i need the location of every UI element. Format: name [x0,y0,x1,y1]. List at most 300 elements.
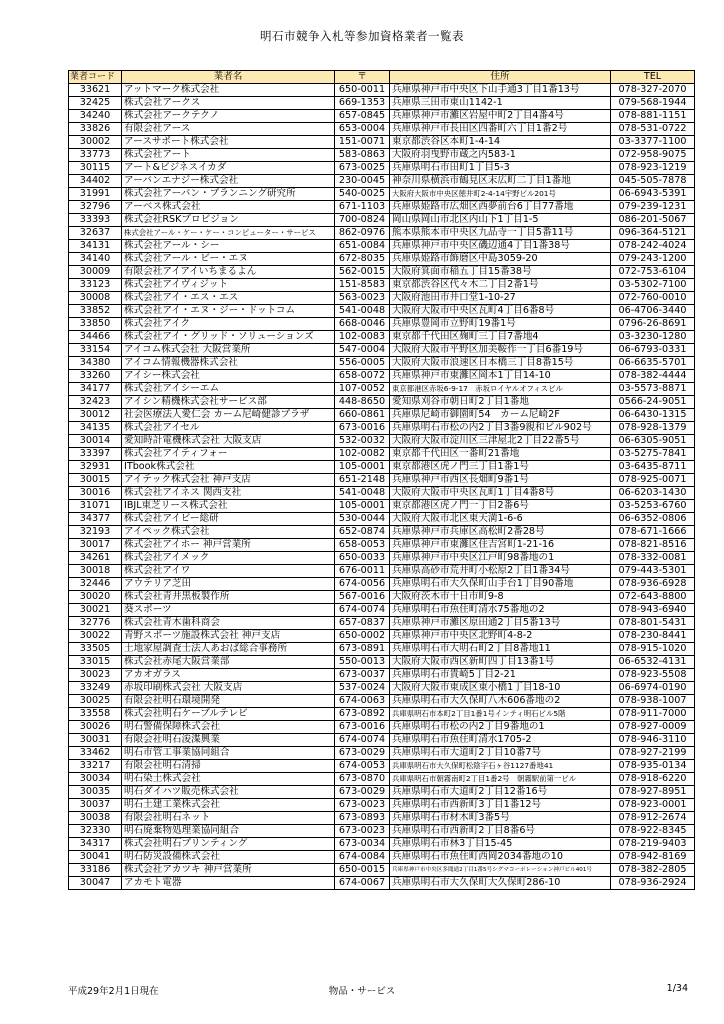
tel-cell: 072-958-9075 [611,149,695,162]
address-cell: 東京都港区虎ノ門一丁目2番6号 [390,500,611,513]
vendor-name-cell: 明石廃棄物処理業協同組合 [122,825,335,838]
table-row [69,747,695,760]
address-cell: 大阪府大阪市北区東天満1-6-6 [390,513,611,526]
header-address: 住所 [390,71,611,84]
tel-cell: 078-936-6928 [611,578,695,591]
tel-cell: 078-927-0009 [611,721,695,734]
zip-code-cell: 105-0001 [335,461,390,474]
tel-cell: 045-505-7878 [611,175,695,188]
vendor-name-cell: アイコム情報機器株式会社 [122,357,335,370]
table-row [69,201,695,214]
address-cell: 神奈川県横浜市鶴見区末広町二丁目1番地 [390,175,611,188]
tel-cell: 03-5573-8871 [611,383,695,396]
zip-code-cell: 674-0074 [335,604,390,617]
vendor-code-cell: 30009 [69,266,122,279]
zip-code-cell: 674-0074 [335,734,390,747]
address-cell: 兵庫県明石市本町2丁目1番1号インティ明石ビル5階 [390,708,611,721]
address-cell: 東京都渋谷区本町1-4-14 [390,136,611,149]
table-row [69,578,695,591]
zip-code-cell: 448-8650 [335,396,390,409]
vendor-code-cell: 34466 [69,331,122,344]
address-cell: 兵庫県豊岡市立野町19番1号 [390,318,611,331]
address-cell: 兵庫県明石市朝霧南町2丁目1番2号 朝霧駅前第一ビル [390,773,611,786]
vendor-code-cell: 34317 [69,838,122,851]
table-row [69,97,695,110]
address-cell: 兵庫県明石市林3丁目15-45 [390,838,611,851]
vendor-name-cell: 株式会社アイ・エヌ・ジー・ドットコム [122,305,335,318]
vendor-name-cell: 株式会社アイ・グリッド・ソリューションズ [122,331,335,344]
table-row [69,474,695,487]
address-cell: 兵庫県明石市材木町3番5号 [390,812,611,825]
table-row [69,305,695,318]
zip-code-cell: 151-8583 [335,279,390,292]
vendor-name-cell: 赤坂印刷株式会社 大阪支店 [122,682,335,695]
vendor-name-cell: 株式会社アイワ [122,565,335,578]
tel-cell: 078-918-6220 [611,773,695,786]
address-cell: 兵庫県明石市松の内2丁目3番9親和ビル902号 [390,422,611,435]
vendor-name-cell: 有限会社明石清掃 [122,760,335,773]
table-row [69,695,695,708]
zip-code-cell: 674-0053 [335,760,390,773]
address-cell: 大阪府大阪市中央区徳井町2-4-14宇野ビル201号 [390,188,611,201]
header-name: 業者名 [122,71,335,84]
address-cell: 熊本県熊本市中央区九品寺一丁目5番11号 [390,227,611,240]
vendor-code-cell: 33397 [69,448,122,461]
vendor-code-cell: 32796 [69,201,122,214]
vendor-name-cell: 株式会社アール・ビー・エヌ [122,253,335,266]
vendor-code-cell: 32193 [69,526,122,539]
tel-cell: 078-923-0001 [611,799,695,812]
address-cell: 兵庫県神戸市灘区岩屋中町2丁目4番4号 [390,110,611,123]
address-cell: 兵庫県明石市魚住町清水1705-2 [390,734,611,747]
address-cell: 大阪府大阪市浪速区日本橋三丁目8番15号 [390,357,611,370]
zip-code-cell: 532-0032 [335,435,390,448]
table-row [69,786,695,799]
table-row [69,682,695,695]
address-cell: 兵庫県明石市大久保町松陰字石ヶ谷1127番地41 [390,760,611,773]
vendor-code-cell: 30035 [69,786,122,799]
vendor-code-cell: 33558 [69,708,122,721]
vendor-name-cell: 株式会社アイヴィジット [122,279,335,292]
tel-cell: 078-230-8441 [611,630,695,643]
tel-cell: 06-6305-9051 [611,435,695,448]
tel-cell: 078-936-2924 [611,877,695,890]
zip-code-cell: 657-0837 [335,617,390,630]
vendor-code-cell: 31071 [69,500,122,513]
zip-code-cell: 556-0005 [335,357,390,370]
address-cell: 兵庫県神戸市中央区江戸町98番地の1 [390,552,611,565]
tel-cell: 06-6943-5391 [611,188,695,201]
table-row [69,396,695,409]
zip-code-cell: 673-0892 [335,708,390,721]
zip-code-cell: 672-8035 [335,253,390,266]
vendor-code-cell: 34177 [69,383,122,396]
vendor-code-cell: 33850 [69,318,122,331]
table-row [69,422,695,435]
vendor-code-cell: 30020 [69,591,122,604]
vendor-code-cell: 32425 [69,97,122,110]
zip-code-cell: 650-0015 [335,864,390,877]
table-row [69,617,695,630]
vendor-code-cell: 30017 [69,539,122,552]
vendor-name-cell: アイシン精機株式会社サービス部 [122,396,335,409]
zip-code-cell: 673-0029 [335,786,390,799]
vendor-code-cell: 30115 [69,162,122,175]
tel-cell: 03-6435-8711 [611,461,695,474]
table-row [69,136,695,149]
zip-code-cell: 230-0045 [335,175,390,188]
address-cell: 兵庫県明石市大久保町山手台1丁目90番地 [390,578,611,591]
vendor-name-cell: アカモト電器 [122,877,335,890]
table-row [69,84,695,97]
table-row [69,656,695,669]
address-cell: 兵庫県神戸市灘区原田通2丁目5番13号 [390,617,611,630]
table-row [69,565,695,578]
table-row [69,708,695,721]
tel-cell: 03-3377-1100 [611,136,695,149]
table-row [69,175,695,188]
zip-code-cell: 674-0084 [335,851,390,864]
vendor-name-cell: 有限会社アース [122,123,335,136]
vendor-name-cell: 有限会社明石ネット [122,812,335,825]
table-row [69,318,695,331]
vendor-name-cell: 明石警備保障株式会社 [122,721,335,734]
zip-code-cell: 562-0015 [335,266,390,279]
tel-cell: 078-242-4024 [611,240,695,253]
table-row [69,162,695,175]
vendor-name-cell: 株式会社アイシーエム [122,383,335,396]
vendor-code-cell: 33123 [69,279,122,292]
vendor-name-cell: 株式会社RSKプロビジョン [122,214,335,227]
vendor-code-cell: 30022 [69,630,122,643]
zip-code-cell: 652-0874 [335,526,390,539]
vendor-code-cell: 30014 [69,435,122,448]
vendor-code-cell: 30034 [69,773,122,786]
zip-code-cell: 671-1103 [335,201,390,214]
table-row [69,123,695,136]
vendor-name-cell: 株式会社アカツキ 神戸営業所 [122,864,335,877]
address-cell: 大阪府大阪市中央区瓦町4丁目6番8号 [390,305,611,318]
vendor-name-cell: 株式会社青井黒板製作所 [122,591,335,604]
zip-code-cell: 673-0016 [335,422,390,435]
vendor-code-cell: 34377 [69,513,122,526]
table-row [69,266,695,279]
vendor-code-cell: 34140 [69,253,122,266]
zip-code-cell: 651-2148 [335,474,390,487]
zip-code-cell: 105-0001 [335,500,390,513]
vendor-code-cell: 34261 [69,552,122,565]
table-row [69,864,695,877]
vendor-name-cell: 株式会社アール・シー [122,240,335,253]
vendor-code-cell: 32637 [69,227,122,240]
address-cell: 兵庫県明石市西新町2丁目8番6号 [390,825,611,838]
tel-cell: 078-332-0081 [611,552,695,565]
vendor-name-cell: 株式会社アイネス 関西支社 [122,487,335,500]
zip-code-cell: 669-1353 [335,97,390,110]
tel-cell: 06-6203-1430 [611,487,695,500]
vendor-name-cell: 土地家屋調査士法人あおば総合事務所 [122,643,335,656]
table-row [69,357,695,370]
table-row [69,773,695,786]
vendor-code-cell: 33249 [69,682,122,695]
vendor-code-cell: 34402 [69,175,122,188]
vendor-name-cell: アート&ビジネスイカダ [122,162,335,175]
table-row [69,799,695,812]
vendor-code-cell: 30037 [69,799,122,812]
tel-cell: 078-927-2199 [611,747,695,760]
zip-code-cell: 541-0048 [335,487,390,500]
vendor-code-cell: 33462 [69,747,122,760]
zip-code-cell: 651-0084 [335,240,390,253]
tel-cell: 078-881-1151 [611,110,695,123]
vendor-name-cell: アウテリア芝田 [122,578,335,591]
table-header-row [69,71,695,84]
vendor-code-cell: 30025 [69,695,122,708]
table-row [69,435,695,448]
vendor-code-cell: 33773 [69,149,122,162]
vendor-name-cell: 愛知時計電機株式会社 大阪支店 [122,435,335,448]
vendor-name-cell: 有限会社明石環境開発 [122,695,335,708]
vendor-name-cell: 有限会社明石浚渫興業 [122,734,335,747]
vendor-code-cell: 33186 [69,864,122,877]
tel-cell: 06-6352-0806 [611,513,695,526]
table-row [69,604,695,617]
zip-code-cell: 673-0891 [335,643,390,656]
vendor-code-cell: 32423 [69,396,122,409]
vendor-name-cell: 株式会社アイメック [122,552,335,565]
vendor-name-cell: 株式会社明石プリンティング [122,838,335,851]
vendor-code-cell: 30047 [69,877,122,890]
address-cell: 兵庫県神戸市中央区多聞通2丁目1番5号シグマコーポレーション神戸ビル401号 [390,864,611,877]
header-tel: TEL [611,71,695,84]
address-cell: 大阪府池田市井口堂1-10-27 [390,292,611,305]
tel-cell: 078-942-8169 [611,851,695,864]
vendor-code-cell: 33393 [69,214,122,227]
zip-code-cell: 658-0072 [335,370,390,383]
vendor-name-cell: 青野スポーツ施設株式会社 神戸支店 [122,630,335,643]
vendor-name-cell: 株式会社赤尾大阪営業部 [122,656,335,669]
vendor-name-cell: 株式会社アイ・エス・エス [122,292,335,305]
vendor-code-cell: 30002 [69,136,122,149]
zip-code-cell: 862-0976 [335,227,390,240]
address-cell: 東京都渋谷区代々木二丁目2番1号 [390,279,611,292]
table-row [69,513,695,526]
tel-cell: 06-4706-3440 [611,305,695,318]
vendor-code-cell: 30031 [69,734,122,747]
table-row [69,279,695,292]
vendor-name-cell: 株式会社アイティフォー [122,448,335,461]
zip-code-cell: 541-0048 [335,305,390,318]
vendor-name-cell: 株式会社アイホー 神戸営業所 [122,539,335,552]
vendor-name-cell: アイコム株式会社 大阪営業所 [122,344,335,357]
vendor-code-cell: 32776 [69,617,122,630]
vendor-name-cell: 株式会社アイビー総研 [122,513,335,526]
vendor-name-cell: アイシー株式会社 [122,370,335,383]
address-cell: 兵庫県神戸市長田区四番町六丁目1番2号 [390,123,611,136]
table-row [69,760,695,773]
tel-cell: 03-3230-1280 [611,331,695,344]
tel-cell: 078-915-1020 [611,643,695,656]
vendor-code-cell: 30026 [69,721,122,734]
vendor-name-cell: 株式会社アール・ケー・ケー・コンピューター・サービス [122,227,335,240]
header-code: 業者コード [69,71,122,84]
zip-code-cell: 102-0083 [335,331,390,344]
tel-cell: 078-912-2674 [611,812,695,825]
zip-code-cell: 673-0893 [335,812,390,825]
tel-cell: 078-946-3110 [611,734,695,747]
document-title: 明石市競争入札等参加資格業者一覧表 [260,29,464,43]
vendor-code-cell: 32446 [69,578,122,591]
vendor-name-cell: 明石防災設備株式会社 [122,851,335,864]
tel-cell: 072-760-0010 [611,292,695,305]
address-cell: 大阪府箕面市稲五丁目15番38号 [390,266,611,279]
vendor-name-cell: 明石ダイハツ販売株式会社 [122,786,335,799]
tel-cell: 086-201-5067 [611,214,695,227]
zip-code-cell: 102-0082 [335,448,390,461]
zip-code-cell: 700-0824 [335,214,390,227]
tel-cell: 078-943-6940 [611,604,695,617]
tel-cell: 078-382-2805 [611,864,695,877]
table-row [69,669,695,682]
vendor-name-cell: アイテック株式会社 神戸支店 [122,474,335,487]
tel-cell: 078-925-0071 [611,474,695,487]
tel-cell: 06-6793-0331 [611,344,695,357]
vendor-name-cell: 株式会社青木歯科商会 [122,617,335,630]
tel-cell: 06-6532-4131 [611,656,695,669]
vendor-code-cell: 34240 [69,110,122,123]
zip-code-cell: 674-0067 [335,877,390,890]
vendor-name-cell: 株式会社アイセル [122,422,335,435]
tel-cell: 0796-26-8691 [611,318,695,331]
address-cell: 東京都千代田区一番町21番地 [390,448,611,461]
tel-cell: 078-927-8951 [611,786,695,799]
tel-cell: 078-531-0722 [611,123,695,136]
vendor-name-cell: アースサポート株式会社 [122,136,335,149]
address-cell: 大阪府羽曳野市蔵之内583-1 [390,149,611,162]
tel-cell: 072-643-8800 [611,591,695,604]
tel-cell: 078-922-8345 [611,825,695,838]
address-cell: 兵庫県明石市大明石町2丁目8番地11 [390,643,611,656]
address-cell: 兵庫県三田市東山1142-1 [390,97,611,110]
header-zip: 〒 [335,71,390,84]
tel-cell: 079-243-1200 [611,253,695,266]
address-cell: 兵庫県明石市田町1丁目5-3 [390,162,611,175]
address-cell: 東京都千代田区麹町三丁目7番地4 [390,331,611,344]
table-row [69,448,695,461]
table-row [69,253,695,266]
table-row [69,526,695,539]
address-cell: 兵庫県神戸市東灘区住吉宮町1-21-16 [390,539,611,552]
address-cell: 兵庫県明石市大道町2丁目12番16号 [390,786,611,799]
zip-code-cell: 660-0861 [335,409,390,422]
vendor-code-cell: 30018 [69,565,122,578]
tel-cell: 0566-24-9051 [611,396,695,409]
vendor-name-cell: アーベス株式会社 [122,201,335,214]
vendor-code-cell: 34380 [69,357,122,370]
table-row [69,149,695,162]
address-cell: 兵庫県姫路市飾磨区中島3059-20 [390,253,611,266]
table-row [69,227,695,240]
zip-code-cell: 653-0004 [335,123,390,136]
address-cell: 兵庫県神戸市中央区北野町4-8-2 [390,630,611,643]
vendor-name-cell: アーバンエナジー株式会社 [122,175,335,188]
table-row [69,383,695,396]
vendor-code-cell: 34131 [69,240,122,253]
tel-cell: 06-6430-1315 [611,409,695,422]
tel-cell: 096-364-5121 [611,227,695,240]
zip-code-cell: 657-0845 [335,110,390,123]
table-row [69,539,695,552]
address-cell: 愛知県刈谷市朝日町2丁目1番地 [390,396,611,409]
vendor-name-cell: 株式会社アークテクノ [122,110,335,123]
footer-date: 平成29年2月1日現在 [68,986,159,997]
tel-cell: 079-239-1231 [611,201,695,214]
zip-code-cell: 673-0870 [335,773,390,786]
tel-cell: 06-6974-0190 [611,682,695,695]
address-cell: 大阪府大阪市中央区瓦町1丁目4番8号 [390,487,611,500]
address-cell: 兵庫県明石市魚住町清水75番地の2 [390,604,611,617]
vendor-code-cell: 33621 [69,84,122,97]
zip-code-cell: 537-0024 [335,682,390,695]
address-cell: 兵庫県神戸市兵庫区高松町2番28号 [390,526,611,539]
address-cell: 兵庫県明石市大道町2丁目10番7号 [390,747,611,760]
table-row [69,552,695,565]
address-cell: 兵庫県神戸市東灘区岡本1丁目14-10 [390,370,611,383]
tel-cell: 078-671-1666 [611,526,695,539]
zip-code-cell: 676-0011 [335,565,390,578]
address-cell: 東京都港区赤坂6-9-17 赤坂ロイヤルオフィスビル [390,383,611,396]
tel-cell: 03-5302-7100 [611,279,695,292]
tel-cell: 078-801-5431 [611,617,695,630]
zip-code-cell: 107-0052 [335,383,390,396]
address-cell: 岡山県岡山市北区内山下1丁目1-5 [390,214,611,227]
zip-code-cell: 567-0016 [335,591,390,604]
table-row [69,500,695,513]
address-cell: 兵庫県神戸市西区長畑町9番1号 [390,474,611,487]
tel-cell: 078-382-4444 [611,370,695,383]
vendor-code-cell: 30041 [69,851,122,864]
vendor-name-cell: 株式会社アーバン・プランニング研究所 [122,188,335,201]
vendor-table [68,70,695,890]
vendor-code-cell: 30015 [69,474,122,487]
table-row [69,188,695,201]
tel-cell: 078-923-1219 [611,162,695,175]
vendor-code-cell: 31991 [69,188,122,201]
vendor-code-cell: 32330 [69,825,122,838]
vendor-name-cell: 社会医療法人愛仁会 カーム尼崎健診プラザ [122,409,335,422]
address-cell: 兵庫県高砂市荒井町小松原2丁目1番34号 [390,565,611,578]
vendor-name-cell: 株式会社アイク [122,318,335,331]
tel-cell: 06-6635-5701 [611,357,695,370]
footer-category: 物品・サービス [328,986,396,997]
vendor-code-cell: 33015 [69,656,122,669]
zip-code-cell: 563-0023 [335,292,390,305]
table-row [69,877,695,890]
address-cell: 兵庫県尼崎市御園町54 カーム尼崎2F [390,409,611,422]
zip-code-cell: 658-0053 [335,539,390,552]
zip-code-cell: 673-0023 [335,799,390,812]
zip-code-cell: 673-0023 [335,825,390,838]
vendor-code-cell: 34135 [69,422,122,435]
vendor-name-cell: 明石染土株式会社 [122,773,335,786]
tel-cell: 078-935-0134 [611,760,695,773]
address-cell: 大阪府大阪市西区新町四丁目13番1号 [390,656,611,669]
vendor-code-cell: 33260 [69,370,122,383]
vendor-name-cell: 有限会社アイアイいちまるよん [122,266,335,279]
table-row [69,838,695,851]
address-cell: 大阪府茨木市十日市町9-8 [390,591,611,604]
zip-code-cell: 673-0025 [335,162,390,175]
